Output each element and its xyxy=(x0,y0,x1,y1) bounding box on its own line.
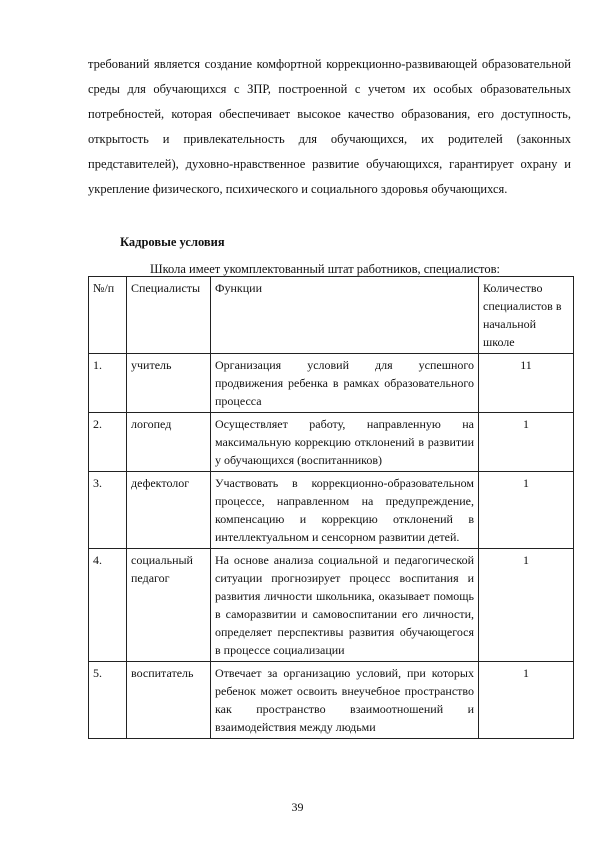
table-row xyxy=(89,354,574,413)
row-specialist: дефектолог xyxy=(127,472,211,549)
row-functions: Организация условий для успешного продвижения ребенка в рамках образовательного процесса xyxy=(211,354,479,413)
header-num: №/п xyxy=(89,277,127,354)
row-functions: Участвовать в коррекционно-образовательном процессе, направленном на предупреждение, компенсацию и коррекцию отклонений в интеллектуальном и сенсорном развитии детей. xyxy=(211,472,479,549)
row-count: 1 xyxy=(479,549,574,662)
intro-text: требований является создание комфортной коррекционно-развивающей образовательной среды для обучающихся с ЗПР, построенной с учетом их особых образовательных потребностей, которая обеспечивает высокое качество образования, его доступность, открытость и привлекательность для обучающихся, их родителей (законных представителей), духовно-нравственное развитие обучающихся, гарантирует охрану и укрепление физического, психического и социального здоровья обучающихся. xyxy=(88,57,571,196)
intro-paragraph xyxy=(88,52,571,202)
table-row xyxy=(89,472,574,549)
table-caption: Школа имеет укомплектованный штат работников, специалистов: xyxy=(150,262,500,276)
row-specialist: воспитатель xyxy=(127,662,211,739)
row-count: 1 xyxy=(479,472,574,549)
row-functions: Осуществляет работу, направленную на максимальную коррекцию отклонений в развитии у обучающихся (воспитанников) xyxy=(211,413,479,472)
table-row xyxy=(89,662,574,739)
header-specialist: Специалисты xyxy=(127,277,211,354)
row-num: 5. xyxy=(89,662,127,739)
section-title: Кадровые условия xyxy=(120,235,225,249)
row-functions: Отвечает за организацию условий, при которых ребенок может освоить внеучебное пространство как пространство взаимоотношений и взаимодействия между людьми xyxy=(211,662,479,739)
header-count: Количество специалистов в начальной школе xyxy=(479,277,574,354)
row-num: 1. xyxy=(89,354,127,413)
row-specialist: логопед xyxy=(127,413,211,472)
page-number: 39 xyxy=(291,800,304,814)
table-header-row xyxy=(89,277,574,354)
table-row xyxy=(89,549,574,662)
row-functions: На основе анализа социальной и педагогической ситуации прогнозирует процесс воспитания и развития личности школьника, оказывает помощь в саморазвитии и самовоспитании его личности, определяет перспективы развития обучающегося в процессе социализации xyxy=(211,549,479,662)
row-specialist: социальный педагог xyxy=(127,549,211,662)
row-num: 2. xyxy=(89,413,127,472)
row-specialist: учитель xyxy=(127,354,211,413)
row-count: 1 xyxy=(479,413,574,472)
staff-table xyxy=(88,276,574,739)
row-count: 1 xyxy=(479,662,574,739)
row-count: 11 xyxy=(479,354,574,413)
row-num: 4. xyxy=(89,549,127,662)
header-functions: Функции xyxy=(211,277,479,354)
table-row xyxy=(89,413,574,472)
row-num: 3. xyxy=(89,472,127,549)
